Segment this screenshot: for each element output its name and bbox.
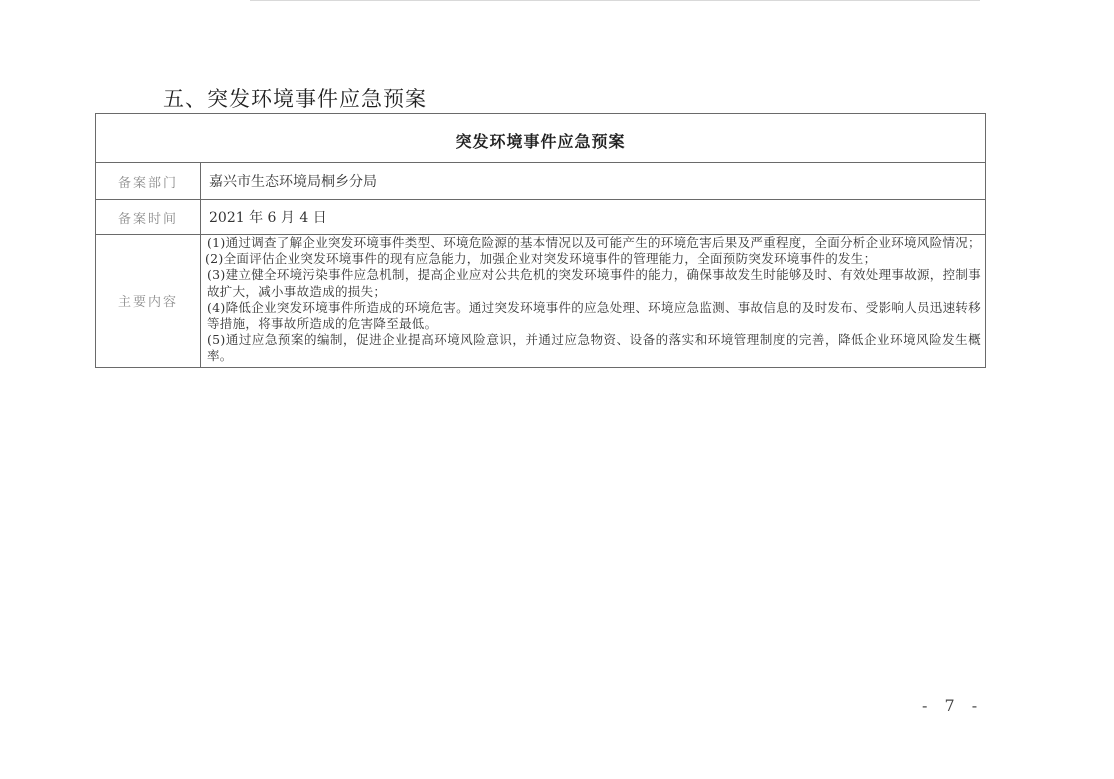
page-number: - 7 -: [922, 696, 984, 715]
table-row-content: [96, 235, 986, 368]
date-label: 备案时间: [96, 200, 201, 235]
department-label: 备案部门: [96, 163, 201, 200]
content-item-3: (3)建立健全环境污染事件应急机制，提高企业应对公共危机的突发环境事件的能力，确保事故发生时能够及时、有效处理事故源，控制事故扩大，减小事故造成的损失；: [207, 267, 982, 299]
department-value: 嘉兴市生态环境局桐乡分局: [201, 163, 986, 200]
content-item-1: (1)通过调查了解企业突发环境事件类型、环境危险源的基本情况以及可能产生的环境危害后果及严重程度，全面分析企业环境风险情况；: [207, 235, 981, 250]
table-title: 突发环境事件应急预案: [96, 114, 986, 163]
content-item-2: (2)全面评估企业突发环境事件的现有应急能力，加强企业对突发环境事件的管理能力，全面预防突发环境事件的发生；: [205, 251, 877, 267]
content-item-5: (5)通过应急预案的编制，促进企业提高环境风险意识，并通过应急物资、设备的落实和环境管理制度的完善，降低企业环境风险发生概率。: [207, 332, 982, 364]
content-item-4: (4)降低企业突发环境事件所造成的环境危害。通过突发环境事件的应急处理、环境应急监测、事故信息的及时发布、受影响人员迅速转移等措施，将事故所造成的危害降至最低。: [207, 299, 982, 332]
content-list: [201, 235, 986, 368]
table-title-row: [96, 114, 986, 163]
table-row-date: [96, 200, 986, 235]
section-heading: 五、突发环境事件应急预案: [163, 87, 427, 111]
date-value: 2021 年 6 月 4 日: [201, 200, 986, 235]
table-row-department: [96, 163, 986, 200]
scan-edge-line: [250, 0, 980, 4]
emergency-plan-record-table: [95, 113, 986, 368]
content-label: 主要内容: [96, 235, 201, 368]
